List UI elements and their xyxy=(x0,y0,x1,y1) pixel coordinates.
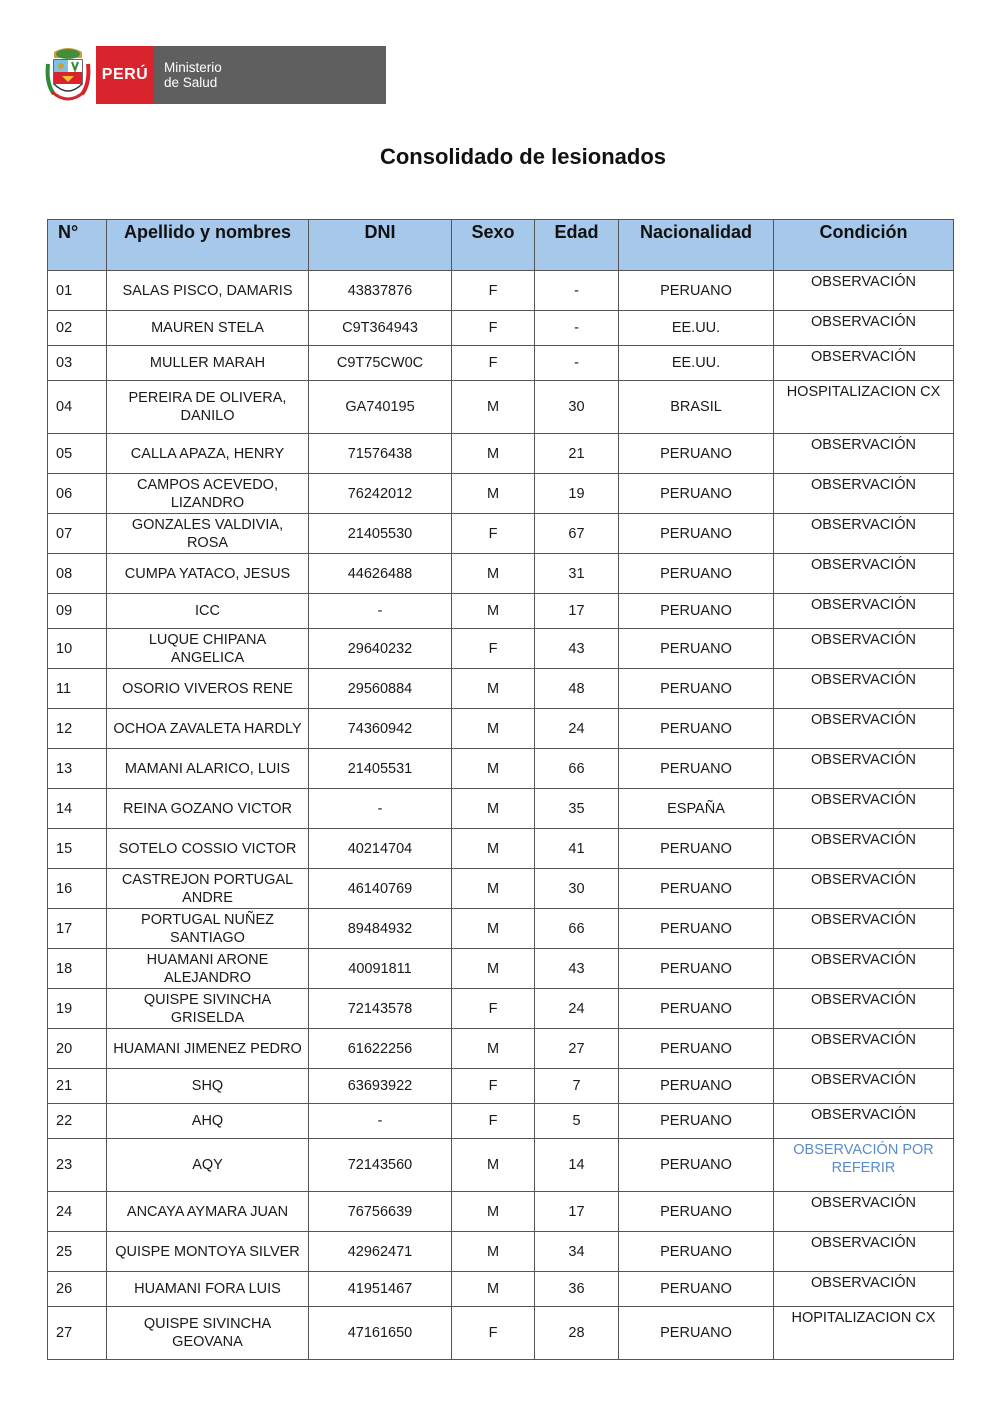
patient-name: CAMPOS ACEVEDO, LIZANDRO xyxy=(107,474,309,514)
patient-condition: OBSERVACIÓN xyxy=(774,514,954,554)
row-number: 09 xyxy=(48,594,107,629)
patient-nationality: PERUANO xyxy=(619,869,774,909)
row-number: 15 xyxy=(48,829,107,869)
patient-condition: OBSERVACIÓN xyxy=(774,271,954,311)
patient-name: CASTREJON PORTUGAL ANDRE xyxy=(107,869,309,909)
patient-age: 24 xyxy=(535,709,619,749)
patient-dni: 21405531 xyxy=(309,749,452,789)
patient-sex: M xyxy=(452,909,535,949)
patient-age: 43 xyxy=(535,949,619,989)
row-number: 27 xyxy=(48,1307,107,1360)
patient-nationality: PERUANO xyxy=(619,1069,774,1104)
patient-age: 19 xyxy=(535,474,619,514)
patient-name: AQY xyxy=(107,1139,309,1192)
patient-sex: F xyxy=(452,271,535,311)
patient-sex: F xyxy=(452,1104,535,1139)
patient-dni: - xyxy=(309,594,452,629)
table-row xyxy=(48,381,954,434)
patient-age: - xyxy=(535,271,619,311)
patient-sex: M xyxy=(452,829,535,869)
country-label: PERÚ xyxy=(101,66,149,83)
row-number: 07 xyxy=(48,514,107,554)
row-number: 10 xyxy=(48,629,107,669)
ministry-line-1: Ministerio xyxy=(164,60,222,75)
row-number: 16 xyxy=(48,869,107,909)
patient-name: OCHOA ZAVALETA HARDLY xyxy=(107,709,309,749)
patient-condition: OBSERVACIÓN xyxy=(774,554,954,594)
row-number: 22 xyxy=(48,1104,107,1139)
coat-of-arms-icon xyxy=(44,44,92,106)
patient-age: 14 xyxy=(535,1139,619,1192)
table-row xyxy=(48,1192,954,1232)
patient-condition: OBSERVACIÓN xyxy=(774,629,954,669)
patient-nationality: PERUANO xyxy=(619,1139,774,1192)
patient-age: 30 xyxy=(535,381,619,434)
row-number: 08 xyxy=(48,554,107,594)
patient-nationality: PERUANO xyxy=(619,749,774,789)
patient-name: CALLA APAZA, HENRY xyxy=(107,434,309,474)
table-row xyxy=(48,869,954,909)
row-number: 05 xyxy=(48,434,107,474)
patient-name: SALAS PISCO, DAMARIS xyxy=(107,271,309,311)
patient-dni: C9T75CW0C xyxy=(309,346,452,381)
patient-dni: 21405530 xyxy=(309,514,452,554)
patient-dni: 40091811 xyxy=(309,949,452,989)
patient-age: 30 xyxy=(535,869,619,909)
patient-age: - xyxy=(535,346,619,381)
patient-dni: - xyxy=(309,1104,452,1139)
patient-nationality: PERUANO xyxy=(619,1272,774,1307)
patient-nationality: PERUANO xyxy=(619,909,774,949)
table-row xyxy=(48,554,954,594)
table-row xyxy=(48,474,954,514)
patient-dni: 41951467 xyxy=(309,1272,452,1307)
patient-dni: - xyxy=(309,789,452,829)
patient-sex: M xyxy=(452,1192,535,1232)
patient-sex: M xyxy=(452,789,535,829)
patient-age: 66 xyxy=(535,909,619,949)
patient-nationality: PERUANO xyxy=(619,989,774,1029)
patient-name: ANCAYA AYMARA JUAN xyxy=(107,1192,309,1232)
patient-name: REINA GOZANO VICTOR xyxy=(107,789,309,829)
patient-condition: OBSERVACIÓN POR REFERIR xyxy=(774,1139,954,1192)
patient-dni: 76756639 xyxy=(309,1192,452,1232)
patient-dni: 40214704 xyxy=(309,829,452,869)
patient-condition: OBSERVACIÓN xyxy=(774,594,954,629)
row-number: 02 xyxy=(48,311,107,346)
patient-condition: OBSERVACIÓN xyxy=(774,474,954,514)
patient-age: 41 xyxy=(535,829,619,869)
patient-name: QUISPE SIVINCHA GRISELDA xyxy=(107,989,309,1029)
patient-age: 7 xyxy=(535,1069,619,1104)
patient-age: 17 xyxy=(535,594,619,629)
patient-name: ICC xyxy=(107,594,309,629)
patient-sex: M xyxy=(452,949,535,989)
patient-sex: M xyxy=(452,749,535,789)
patient-sex: M xyxy=(452,709,535,749)
row-number: 04 xyxy=(48,381,107,434)
patient-name: QUISPE SIVINCHA GEOVANA xyxy=(107,1307,309,1360)
patient-name: HUAMANI JIMENEZ PEDRO xyxy=(107,1029,309,1069)
patient-dni: GA740195 xyxy=(309,381,452,434)
patient-name: OSORIO VIVEROS RENE xyxy=(107,669,309,709)
patient-age: 21 xyxy=(535,434,619,474)
patient-condition: OBSERVACIÓN xyxy=(774,1192,954,1232)
column-header-nationality: Nacionalidad xyxy=(619,220,774,271)
column-header-dni: DNI xyxy=(309,220,452,271)
patient-sex: M xyxy=(452,1272,535,1307)
patient-age: 35 xyxy=(535,789,619,829)
patient-name: MULLER MARAH xyxy=(107,346,309,381)
patient-age: 36 xyxy=(535,1272,619,1307)
patient-sex: M xyxy=(452,381,535,434)
row-number: 19 xyxy=(48,989,107,1029)
patient-nationality: PERUANO xyxy=(619,1307,774,1360)
patient-nationality: PERUANO xyxy=(619,1104,774,1139)
patient-age: 28 xyxy=(535,1307,619,1360)
patient-nationality: PERUANO xyxy=(619,514,774,554)
row-number: 03 xyxy=(48,346,107,381)
patient-name: AHQ xyxy=(107,1104,309,1139)
patient-name: HUAMANI FORA LUIS xyxy=(107,1272,309,1307)
table-row xyxy=(48,1232,954,1272)
patient-name: LUQUE CHIPANA ANGELICA xyxy=(107,629,309,669)
patient-name: QUISPE MONTOYA SILVER xyxy=(107,1232,309,1272)
row-number: 01 xyxy=(48,271,107,311)
table-row xyxy=(48,1029,954,1069)
patient-dni: 29640232 xyxy=(309,629,452,669)
patient-dni: 63693922 xyxy=(309,1069,452,1104)
patient-nationality: PERUANO xyxy=(619,1192,774,1232)
ministry-line-2: de Salud xyxy=(164,75,218,90)
patient-sex: M xyxy=(452,669,535,709)
patient-condition: OBSERVACIÓN xyxy=(774,434,954,474)
column-header-name: Apellido y nombres xyxy=(107,220,309,271)
patient-age: 31 xyxy=(535,554,619,594)
patient-condition: OBSERVACIÓN xyxy=(774,989,954,1029)
patient-name: HUAMANI ARONE ALEJANDRO xyxy=(107,949,309,989)
patient-dni: 47161650 xyxy=(309,1307,452,1360)
patient-dni: 74360942 xyxy=(309,709,452,749)
patient-dni: 71576438 xyxy=(309,434,452,474)
patient-age: 5 xyxy=(535,1104,619,1139)
row-number: 14 xyxy=(48,789,107,829)
patient-nationality: PERUANO xyxy=(619,669,774,709)
patient-nationality: ESPAÑA xyxy=(619,789,774,829)
column-header-number: N° xyxy=(48,220,107,271)
patient-sex: M xyxy=(452,1029,535,1069)
patient-dni: 76242012 xyxy=(309,474,452,514)
patient-condition: OBSERVACIÓN xyxy=(774,669,954,709)
patient-age: 48 xyxy=(535,669,619,709)
patient-sex: F xyxy=(452,346,535,381)
patient-condition: OBSERVACIÓN xyxy=(774,949,954,989)
patient-age: 66 xyxy=(535,749,619,789)
patient-condition: OBSERVACIÓN xyxy=(774,1104,954,1139)
patient-dni: 72143560 xyxy=(309,1139,452,1192)
patient-nationality: EE.UU. xyxy=(619,311,774,346)
patient-name: PEREIRA DE OLIVERA, DANILO xyxy=(107,381,309,434)
table-row xyxy=(48,669,954,709)
patient-age: 43 xyxy=(535,629,619,669)
patient-name: SOTELO COSSIO VICTOR xyxy=(107,829,309,869)
patient-sex: F xyxy=(452,1307,535,1360)
patient-sex: F xyxy=(452,989,535,1029)
patient-sex: F xyxy=(452,1069,535,1104)
patient-condition: OBSERVACIÓN xyxy=(774,1029,954,1069)
table-row xyxy=(48,749,954,789)
patient-name: GONZALES VALDIVIA, ROSA xyxy=(107,514,309,554)
patient-dni: 61622256 xyxy=(309,1029,452,1069)
patient-nationality: EE.UU. xyxy=(619,346,774,381)
table-row xyxy=(48,311,954,346)
table-row xyxy=(48,1139,954,1192)
patient-condition: HOPITALIZACION CX xyxy=(774,1307,954,1360)
patient-age: 34 xyxy=(535,1232,619,1272)
patient-condition: OBSERVACIÓN xyxy=(774,311,954,346)
table-header-row xyxy=(48,220,954,271)
row-number: 20 xyxy=(48,1029,107,1069)
table-row xyxy=(48,1272,954,1307)
patient-sex: M xyxy=(452,474,535,514)
column-header-age: Edad xyxy=(535,220,619,271)
patient-condition: OBSERVACIÓN xyxy=(774,869,954,909)
patient-nationality: PERUANO xyxy=(619,434,774,474)
page-title: Consolidado de lesionados xyxy=(379,144,667,169)
patient-condition: OBSERVACIÓN xyxy=(774,709,954,749)
table-row xyxy=(48,709,954,749)
table-row xyxy=(48,1307,954,1360)
patient-condition: OBSERVACIÓN xyxy=(774,789,954,829)
column-header-condition: Condición xyxy=(774,220,954,271)
table-row xyxy=(48,594,954,629)
column-header-sex: Sexo xyxy=(452,220,535,271)
ministry-logo xyxy=(44,44,386,106)
ministry-badge xyxy=(154,46,386,104)
table-row xyxy=(48,434,954,474)
patient-age: 27 xyxy=(535,1029,619,1069)
table-row xyxy=(48,909,954,949)
patient-sex: M xyxy=(452,1139,535,1192)
patient-age: - xyxy=(535,311,619,346)
patient-name: MAMANI ALARICO, LUIS xyxy=(107,749,309,789)
row-number: 21 xyxy=(48,1069,107,1104)
patient-sex: F xyxy=(452,311,535,346)
row-number: 18 xyxy=(48,949,107,989)
patient-sex: M xyxy=(452,594,535,629)
row-number: 17 xyxy=(48,909,107,949)
patient-nationality: PERUANO xyxy=(619,594,774,629)
patient-dni: 43837876 xyxy=(309,271,452,311)
table-row xyxy=(48,346,954,381)
table-row xyxy=(48,629,954,669)
table-row xyxy=(48,989,954,1029)
row-number: 11 xyxy=(48,669,107,709)
row-number: 26 xyxy=(48,1272,107,1307)
injured-table xyxy=(47,219,954,1360)
patient-name: CUMPA YATACO, JESUS xyxy=(107,554,309,594)
table-row xyxy=(48,949,954,989)
table-row xyxy=(48,1069,954,1104)
table-row xyxy=(48,789,954,829)
patient-age: 17 xyxy=(535,1192,619,1232)
patient-sex: F xyxy=(452,514,535,554)
patient-age: 67 xyxy=(535,514,619,554)
table-row xyxy=(48,1104,954,1139)
row-number: 12 xyxy=(48,709,107,749)
patient-dni: 29560884 xyxy=(309,669,452,709)
patient-condition: OBSERVACIÓN xyxy=(774,909,954,949)
patient-nationality: PERUANO xyxy=(619,949,774,989)
row-number: 13 xyxy=(48,749,107,789)
patient-dni: 89484932 xyxy=(309,909,452,949)
patient-nationality: PERUANO xyxy=(619,474,774,514)
patient-dni: C9T364943 xyxy=(309,311,452,346)
patient-sex: M xyxy=(452,434,535,474)
patient-name: PORTUGAL NUÑEZ SANTIAGO xyxy=(107,909,309,949)
row-number: 23 xyxy=(48,1139,107,1192)
patient-condition: HOSPITALIZACION CX xyxy=(774,381,954,434)
patient-sex: M xyxy=(452,554,535,594)
country-badge xyxy=(96,46,154,104)
patient-dni: 44626488 xyxy=(309,554,452,594)
patient-dni: 42962471 xyxy=(309,1232,452,1272)
patient-nationality: PERUANO xyxy=(619,829,774,869)
patient-nationality: BRASIL xyxy=(619,381,774,434)
patient-condition: OBSERVACIÓN xyxy=(774,829,954,869)
patient-condition: OBSERVACIÓN xyxy=(774,1272,954,1307)
patient-name: MAUREN STELA xyxy=(107,311,309,346)
patient-condition: OBSERVACIÓN xyxy=(774,1069,954,1104)
patient-condition: OBSERVACIÓN xyxy=(774,1232,954,1272)
patient-condition: OBSERVACIÓN xyxy=(774,346,954,381)
patient-nationality: PERUANO xyxy=(619,1232,774,1272)
patient-condition: OBSERVACIÓN xyxy=(774,749,954,789)
patient-sex: M xyxy=(452,1232,535,1272)
row-number: 06 xyxy=(48,474,107,514)
table-row xyxy=(48,829,954,869)
patient-nationality: PERUANO xyxy=(619,1029,774,1069)
patient-dni: 46140769 xyxy=(309,869,452,909)
table-row xyxy=(48,271,954,311)
patient-nationality: PERUANO xyxy=(619,629,774,669)
patient-nationality: PERUANO xyxy=(619,709,774,749)
row-number: 24 xyxy=(48,1192,107,1232)
table-row xyxy=(48,514,954,554)
patient-sex: M xyxy=(452,869,535,909)
patient-age: 24 xyxy=(535,989,619,1029)
patient-dni: 72143578 xyxy=(309,989,452,1029)
patient-nationality: PERUANO xyxy=(619,554,774,594)
row-number: 25 xyxy=(48,1232,107,1272)
patient-name: SHQ xyxy=(107,1069,309,1104)
patient-nationality: PERUANO xyxy=(619,271,774,311)
patient-sex: F xyxy=(452,629,535,669)
